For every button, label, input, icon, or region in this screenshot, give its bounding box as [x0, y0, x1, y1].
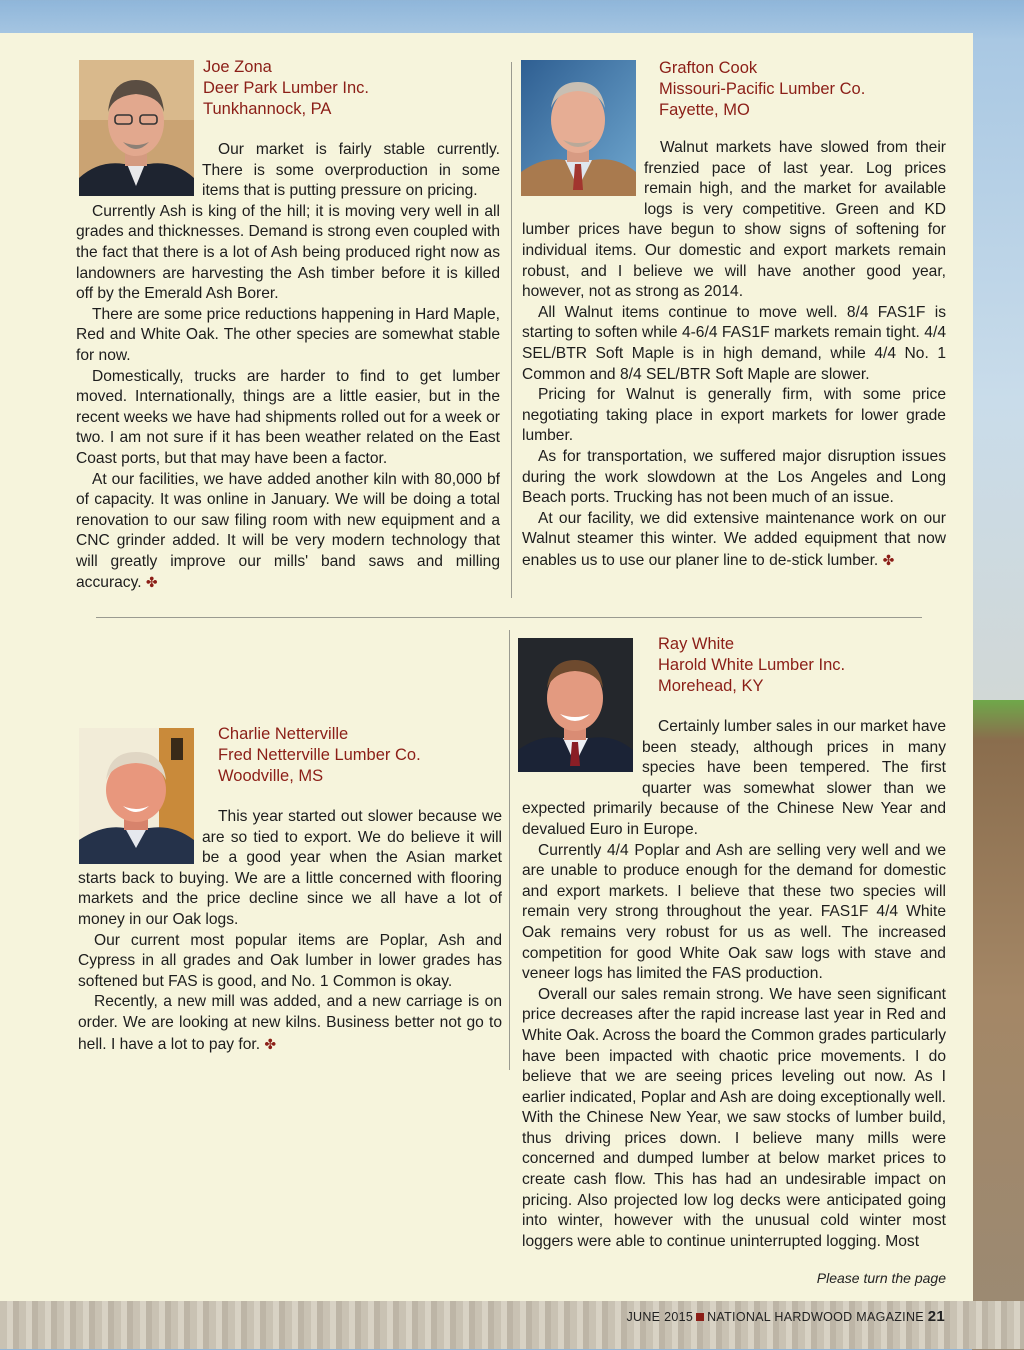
body-paragraph: As for transportation, we suffered major disruption issues during the work slowdown at the Los Angeles and Long Beach ports. Trucking has not been much of an issue. [522, 447, 946, 507]
lead-paragraph: Walnut markets have slowed from their frenzied pace of last year. Log prices remain high, and the market for available logs is very competitive. Green and KD lumber prices have begun to show signs of softening for individual items. Our domestic and export markets remain robust, and I believe we will have another good year, however, not as strong as 2014. [522, 139, 946, 301]
end-mark-icon: ✤ [264, 1035, 277, 1052]
lead-paragraph: This year started out slower because we are so tied to export. We do believe it will be a good year when the Asian market starts back to buying. We are a little concerned with flooring markets and the price decline since we all have a lot of money in our Oak logs. [78, 808, 502, 928]
profile-name: Joe Zona [203, 58, 272, 76]
grafton-cook-text [522, 138, 946, 571]
profile-company: Deer Park Lumber Inc. [203, 79, 369, 97]
body-paragraph: Our current most popular items are Poplar, Ash and Cypress in all grades and Oak lumber in lower grades has softened but FAS is good, and No. 1 Common is okay. [78, 931, 502, 990]
profile-company: Missouri-Pacific Lumber Co. [659, 80, 866, 98]
footer-square-icon [696, 1313, 704, 1321]
body-paragraph: Domestically, trucks are harder to find to get lumber moved. Internationally, things are a little easier, but in the recent weeks we have had shipments rolled out for a week or two. I am not sure if it has been weather related on the East Coast ports, but that may have been a factor. [76, 367, 500, 467]
column-divider-top [511, 62, 512, 598]
body-paragraph: Overall our sales remain strong. We have seen significant price decreases after the rapid increase last year in Red and White Oak. Across the board the Common grades particularly have been impacted with chaotic price movements. I do believe that we are seeing prices leveling out now. As I earlier indicated, Poplar and Ash are doing exceptionally well. With the Chinese New Year, we saw stocks of lumber build, thus driving prices down. I believe many mills were concerned and dumped lumber at below market prices to create cash flow. This has had an undesirable impact on pricing. Also projected low log decks were anticipated going into winter, however with the unusual cold winter most loggers were able to continue uninterrupted logging. Most [522, 985, 946, 1250]
end-mark-icon: ✤ [882, 551, 895, 568]
page-number: 21 [927, 1308, 945, 1325]
section-divider [96, 617, 922, 618]
charlie-netterville-header [218, 724, 421, 787]
body-paragraph: Pricing for Walnut is generally firm, with some price negotiating taking place in export markets for lower grade lumber. [522, 386, 946, 445]
profile-name: Charlie Netterville [218, 725, 349, 743]
joe-zona-header [203, 57, 369, 120]
lead-paragraph: Our market is fairly stable currently. There is some overproduction in some items that is putting pressure on pricing. [202, 141, 500, 200]
body-paragraph: There are some price reductions happening in Hard Maple, Red and White Oak. The other species are somewhat stable for now. [76, 305, 500, 364]
profile-company: Fred Netterville Lumber Co. [218, 746, 421, 764]
charlie-netterville-text [78, 807, 502, 1055]
profile-name: Ray White [658, 635, 735, 653]
continued-note: Please turn the page [816, 1270, 946, 1286]
body-paragraph: Currently 4/4 Poplar and Ash are selling very well and we are unable to produce enough for the demand for domestic and export markets. I believe that these two species will remain very strong throughout the year. FAS1F 4/4 White Oak remains very robust for us as well. The increased competition for good White Oak saw logs with stave and veneer logs has limited the FAS production. [522, 841, 946, 983]
body-paragraph: At our facility, we did extensive maintenance work on our Walnut steamer this winter. We added equipment that now enables us to use our planer line to de-stick lumber. [522, 509, 946, 569]
grafton-cook-header [659, 58, 865, 121]
footer-magazine: NATIONAL HARDWOOD MAGAZINE [707, 1310, 924, 1324]
page-footer [600, 1308, 945, 1325]
profile-location: Morehead, KY [658, 677, 764, 695]
body-paragraph: All Walnut items continue to move well. 8/4 FAS1F is starting to soften while 4-6/4 FAS1F markets remain tight. 4/4 SEL/BTR Soft Maple is in high demand, while 4/4 No. 1 Common and 8/4 SEL/BTR Soft Maple are slower. [522, 303, 946, 383]
profile-company: Harold White Lumber Inc. [658, 656, 846, 674]
profile-name: Grafton Cook [659, 59, 758, 77]
ray-white-text [522, 717, 946, 1252]
body-paragraph: Currently Ash is king of the hill; it is moving very well in all grades and thicknesses. Demand is strong even coupled with the fact that there is a lot of Ash being produced right now as landowners are harvesting the Ash timber before it is killed off by the Emerald Ash Borer. [76, 202, 500, 303]
lead-paragraph: Certainly lumber sales in our market have been steady, although prices in many species have been tempered. The first quarter was somewhat slower than we expected primarily because of the Chinese New Year and devalued Euro in Europe. [522, 718, 946, 838]
end-mark-icon: ✤ [145, 574, 158, 591]
ray-white-header [658, 634, 845, 697]
footer-issue: JUNE 2015 [626, 1310, 694, 1324]
joe-zona-text [76, 140, 500, 594]
decorative-grass-soil [972, 700, 1024, 1350]
body-paragraph: Recently, a new mill was added, and a new carriage is on order. We are looking at new kilns. Business better not go to hell. I have a lot to pay for. [78, 993, 502, 1053]
body-paragraph: At our facilities, we have added another kiln with 80,000 bf of capacity. It was online in January. We will be doing a total renovation to our saw filing room with new equipment and a CNC grinder added. It will be very modern technology that will greatly improve our mills' band saws and milling accuracy. [76, 470, 500, 592]
profile-location: Tunkhannock, PA [203, 100, 332, 118]
profile-location: Fayette, MO [659, 101, 750, 119]
profile-location: Woodville, MS [218, 767, 324, 785]
column-divider-bottom [509, 630, 510, 1070]
